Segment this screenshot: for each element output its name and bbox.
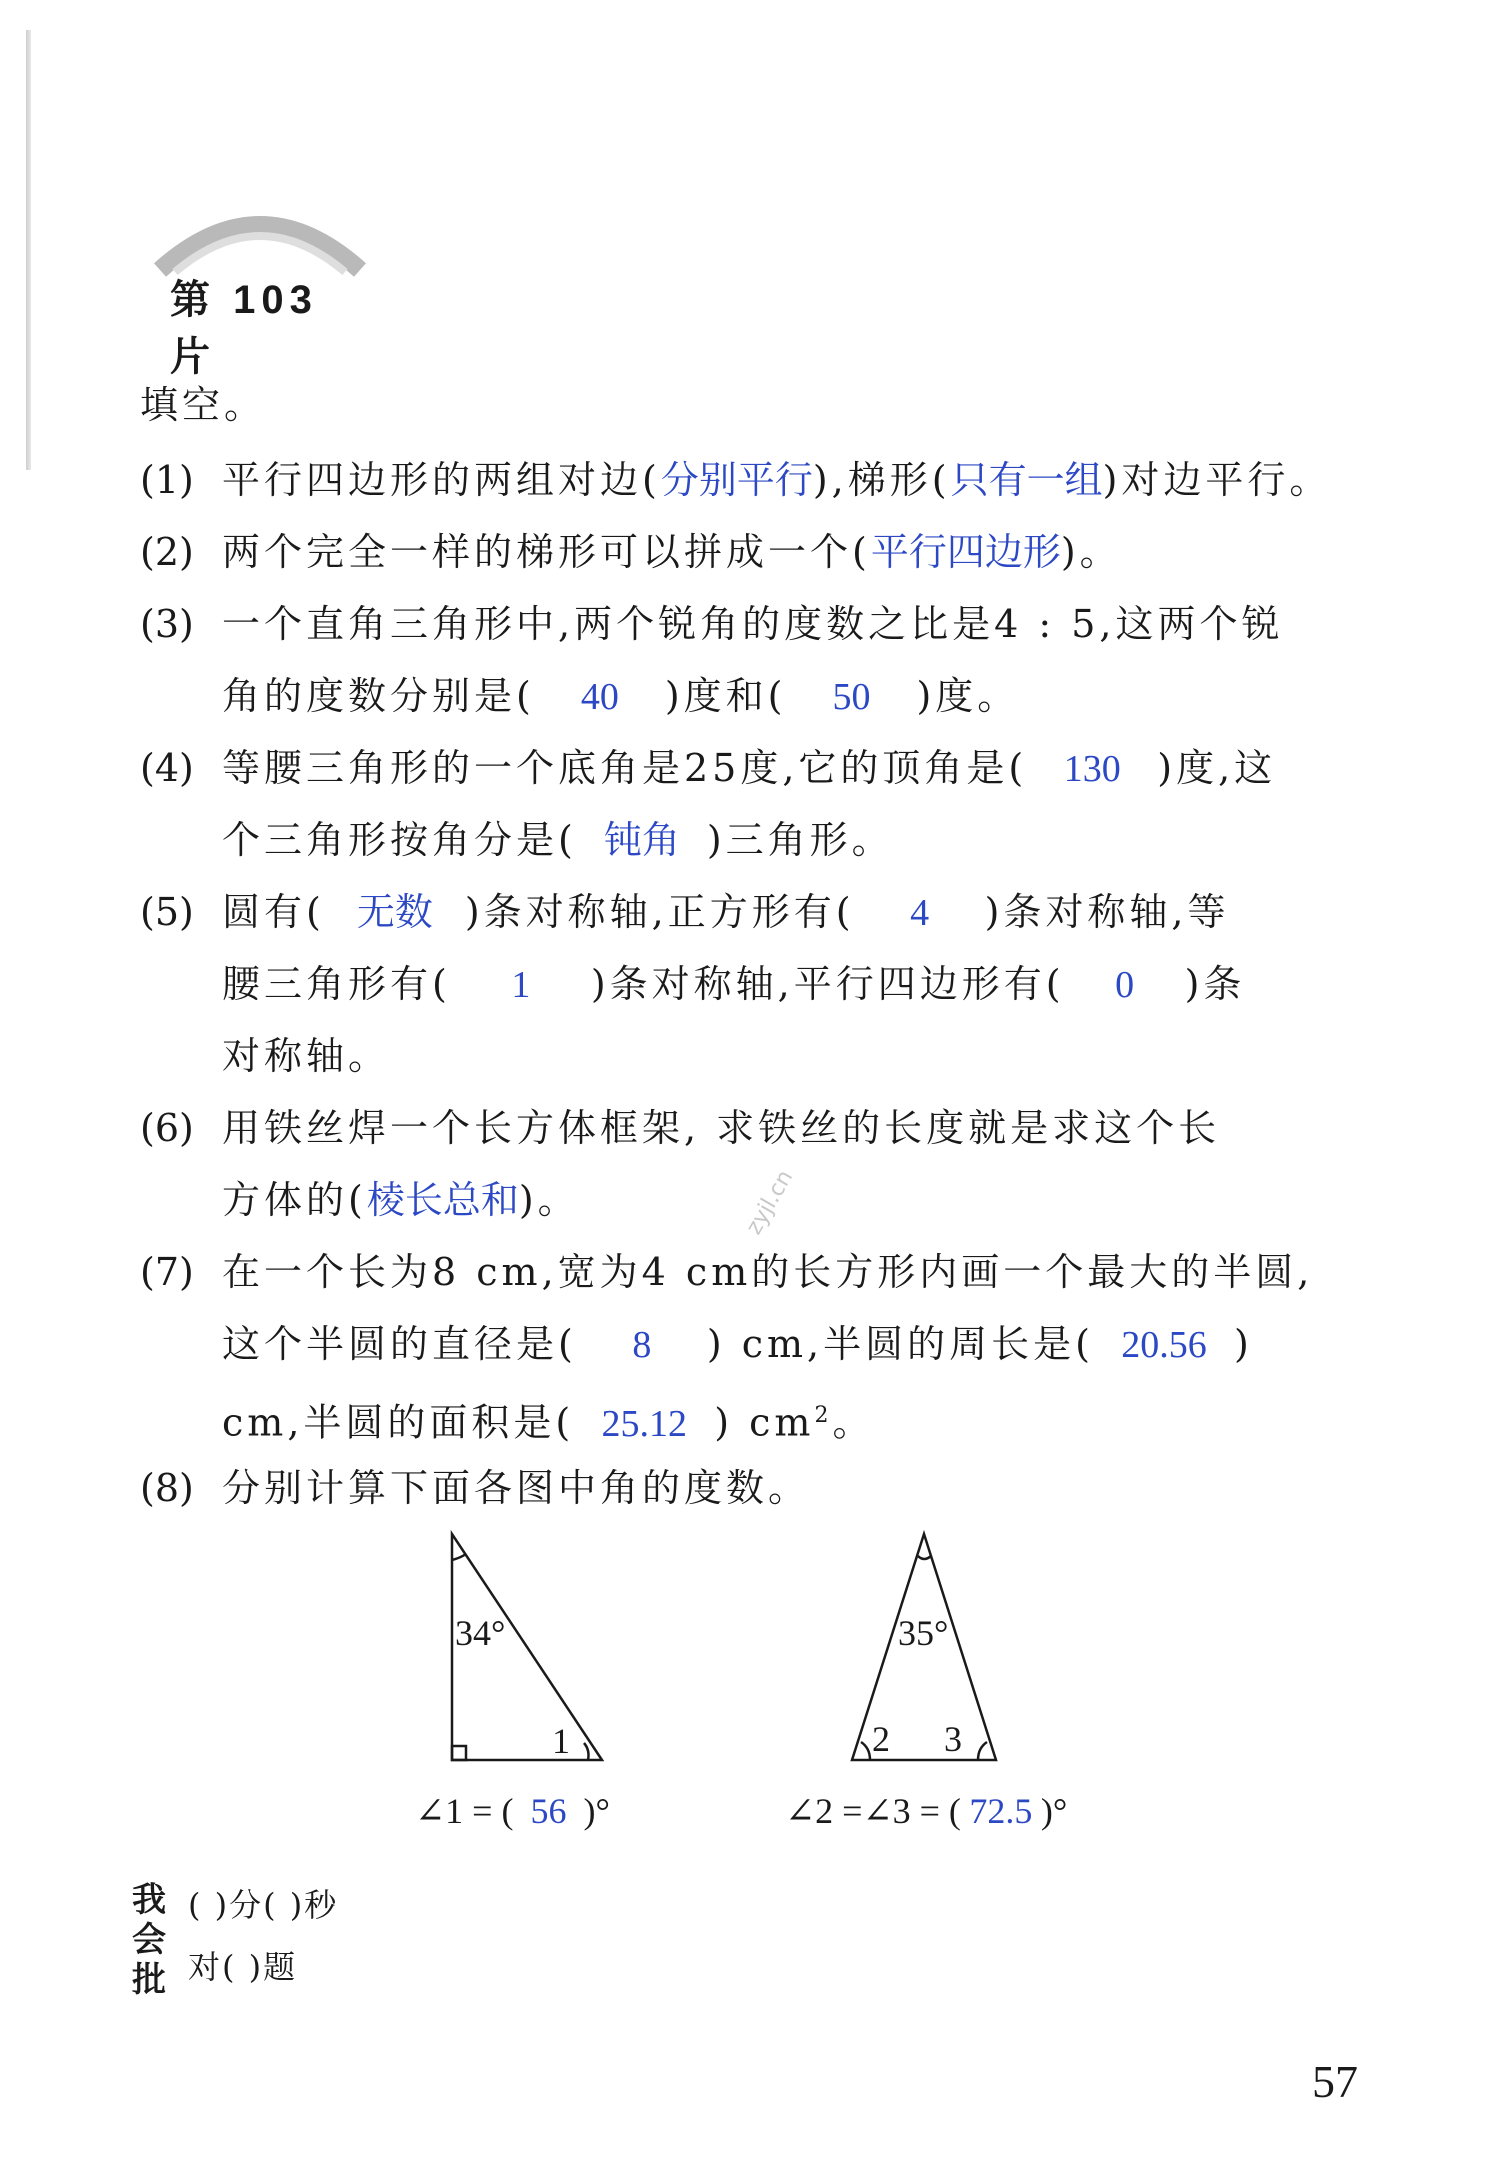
question-number: (3)	[140, 602, 194, 646]
question-number: (4)	[140, 746, 194, 790]
question-3: (3) 一个直角三角形中,两个锐角的度数之比是4 : 5,这两个锐	[140, 599, 1283, 649]
page-title: 第 103 片	[170, 278, 318, 379]
answer: 平行四边形	[870, 532, 1061, 574]
question-number: (8)	[140, 1466, 194, 1510]
question-7: (7) 在一个长为8 cm,宽为4 cm的长方形内画一个最大的半圆,	[140, 1247, 1313, 1297]
question-4-line-2: 个三角形按角分是( 钝角 )三角形。	[222, 815, 894, 866]
answer: 8	[632, 1324, 652, 1366]
question-7-line-2: 这个半圆的直径是( 8 ) cm,半圆的周长是( 20.56 )	[222, 1319, 1253, 1370]
question-7-line-3: cm,半圆的面积是( 25.12 ) $cm^2$。	[222, 1391, 874, 1449]
time-record: ( )分( )秒	[188, 1886, 339, 1924]
question-6: (6) 用铁丝焊一个长方体框架, 求铁丝的长度就是求这个长	[140, 1103, 1220, 1153]
correct-count: 对( )题	[188, 1948, 298, 1986]
angle-mark-2: 2	[872, 1719, 890, 1759]
angle-label: 35°	[898, 1613, 949, 1653]
answer: 56	[530, 1791, 567, 1831]
answer: 1	[511, 964, 531, 1006]
question-5-line-3: 对称轴。	[222, 1034, 391, 1078]
question-2: (2) 两个完全一样的梯形可以拼成一个(平行四边形)。	[140, 527, 1122, 578]
answer: 钝角	[603, 820, 680, 862]
page-number: 57	[1312, 2056, 1358, 2107]
watermark: zyjl.cn	[741, 1166, 799, 1239]
question-8: (8) 分别计算下面各图中角的度数。	[140, 1463, 810, 1513]
question-3-line-2: 角的度数分别是( 40 )度和( 50 )度。	[222, 671, 1019, 722]
answer: 72.5	[969, 1791, 1033, 1831]
question-number: (7)	[140, 1250, 194, 1294]
angle-mark-3: 3	[944, 1719, 962, 1759]
answer: 130	[1063, 748, 1121, 790]
binding-edge	[26, 30, 31, 470]
answer: 50	[832, 676, 871, 718]
answer: 40	[580, 676, 619, 718]
answer: 无数	[356, 892, 433, 934]
answer: 4	[910, 892, 930, 934]
question-number: (6)	[140, 1106, 194, 1150]
answer: 分别平行	[660, 460, 813, 502]
instruction: 填空。	[140, 383, 267, 427]
triangle-figures	[0, 1520, 1500, 1770]
answer: 25.12	[601, 1402, 687, 1445]
question-number: (1)	[140, 458, 194, 502]
question-number: (2)	[140, 530, 194, 574]
question-1: (1) 平行四边形的两组对边(分别平行),梯形(只有一组)对边平行。	[140, 455, 1331, 506]
answer-line-2: ∠2 =∠3 = ( 72.5 )°	[785, 1791, 1068, 1831]
answer: 棱长总和	[366, 1180, 519, 1222]
lesson-header	[140, 200, 380, 379]
answer: 20.56	[1121, 1324, 1207, 1366]
question-5-line-2: 腰三角形有( 1 )条对称轴,平行四边形有( 0 )条	[222, 959, 1245, 1010]
review-title: 我 会 批	[132, 1880, 166, 2000]
superscript: 2	[814, 1403, 833, 1428]
angle-mark-1: 1	[552, 1721, 570, 1761]
question-4: (4) 等腰三角形的一个底角是25度,它的顶角是( 130 )度,这	[140, 743, 1276, 794]
question-5: (5) 圆有( 无数 )条对称轴,正方形有( 4 )条对称轴,等	[140, 887, 1229, 938]
question-number: (5)	[140, 890, 194, 934]
answer: 只有一组	[950, 460, 1103, 502]
answer-line-1: ∠1 = ( 56 )°	[415, 1791, 610, 1831]
angle-label: 34°	[455, 1613, 506, 1653]
answer: 0	[1115, 964, 1135, 1006]
question-6-line-2: 方体的(棱长总和)。	[222, 1178, 580, 1222]
figures	[0, 1520, 1500, 1831]
